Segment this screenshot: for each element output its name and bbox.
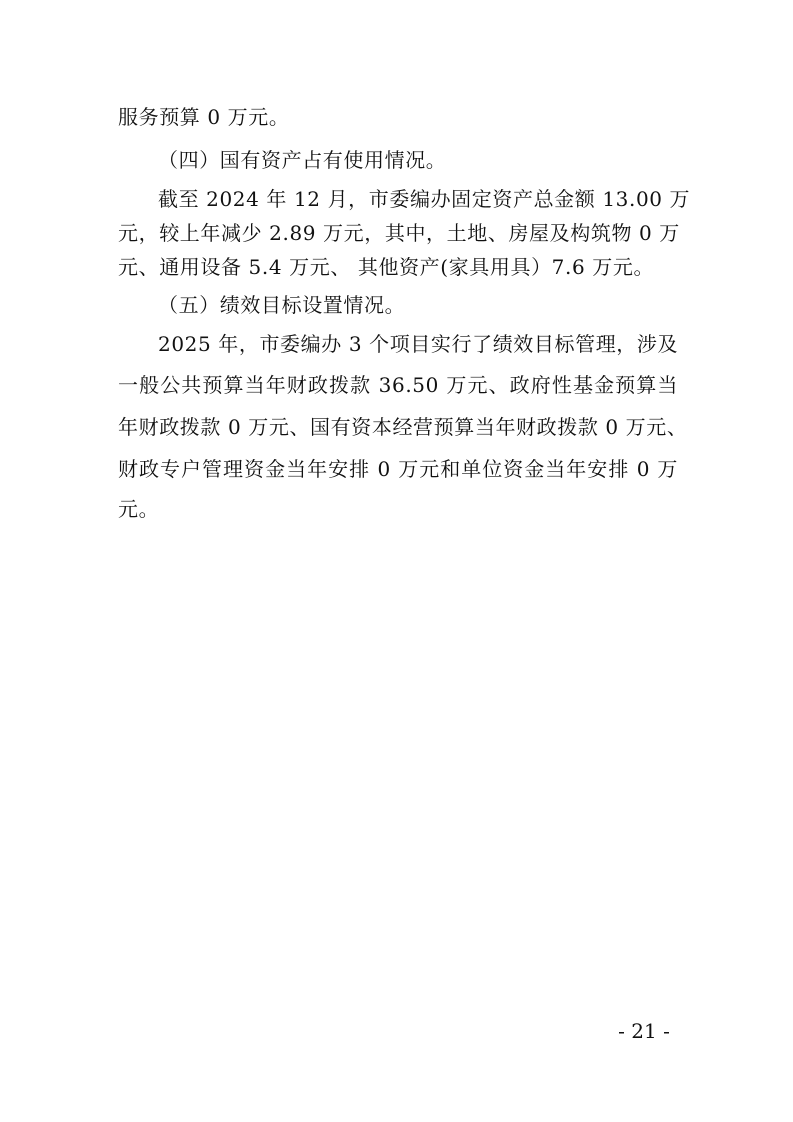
text-line-assets-equipment: 元、通用设备 5.4 万元、 其他资产(家具用具）7.6 万元。: [118, 255, 655, 279]
section-heading-state-assets: （四）国有资产占有使用情况。: [158, 148, 447, 172]
text-line-service-budget: 服务预算 0 万元。: [118, 105, 290, 129]
section-heading-performance-goals: （五）绩效目标设置情况。: [158, 293, 406, 317]
text-line-assets-total: 截至 2024 年 12 月，市委编办固定资产总金额 13.00 万: [158, 187, 691, 211]
text-line-special-account: 财政专户管理资金当年安排 0 万元和单位资金当年安排 0 万: [118, 457, 678, 481]
text-line-end: 元。: [118, 497, 160, 521]
text-line-general-budget: 一般公共预算当年财政拨款 36.50 万元、政府性基金预算当: [118, 373, 678, 397]
page-number: - 21 -: [618, 1019, 670, 1043]
text-line-state-capital: 年财政拨款 0 万元、国有资本经营预算当年财政拨款 0 万元、: [118, 415, 688, 439]
text-line-assets-decrease: 元，较上年减少 2.89 万元，其中，土地、房屋及构筑物 0 万: [118, 221, 680, 245]
text-line-projects: 2025 年，市委编办 3 个项目实行了绩效目标管理，涉及: [158, 332, 679, 356]
